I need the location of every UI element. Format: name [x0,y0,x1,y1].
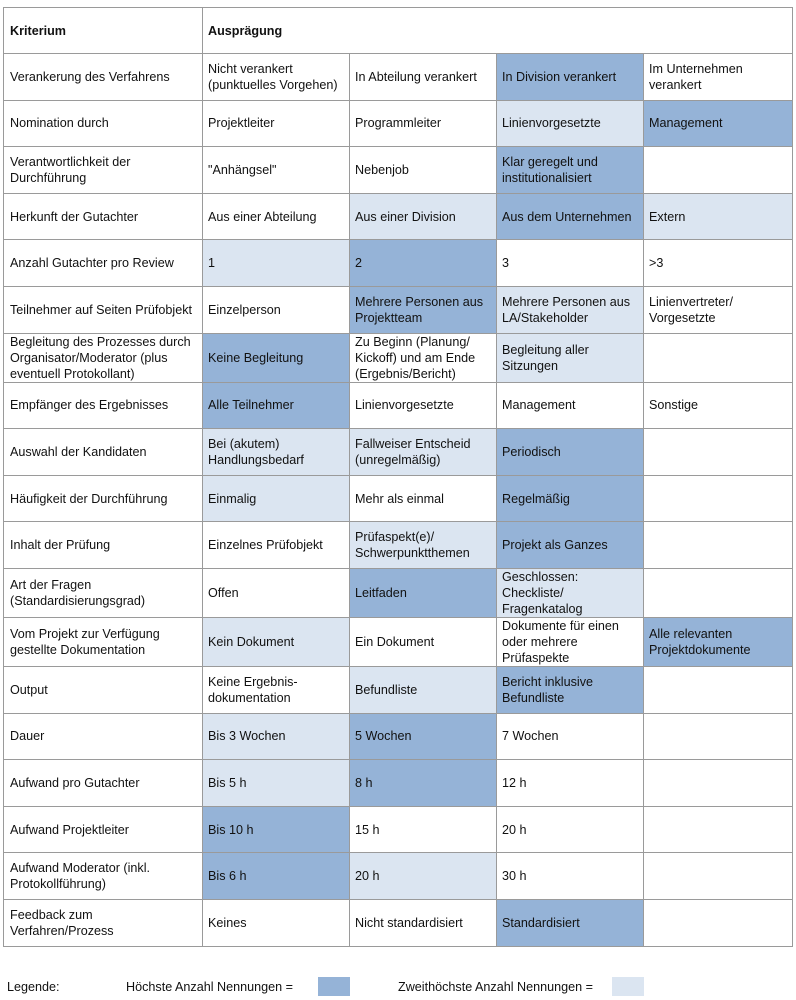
option-cell: Begleitung aller Sitzungen [497,333,644,382]
table-row [4,522,793,569]
option-cell: Dokumente für einen oder mehrere Prüfaspekte [497,617,644,666]
criterion-cell: Auswahl der Kandidaten [4,429,203,476]
option-cell: Zu Beginn (Planung/ Kickoff) und am Ende (Ergebnis/Bericht) [350,333,497,382]
option-cell [644,333,793,382]
legend-highest-swatch [318,977,350,996]
option-cell: 12 h [497,760,644,807]
table-row [4,193,793,240]
option-cell: 8 h [350,760,497,807]
option-cell: Extern [644,193,793,240]
table-row [4,286,793,333]
option-cell: 7 Wochen [497,713,644,760]
option-cell: 2 [350,240,497,287]
option-cell: Management [497,382,644,429]
option-cell: Offen [203,568,350,617]
option-cell: Periodisch [497,429,644,476]
option-cell: >3 [644,240,793,287]
table-row [4,475,793,522]
option-cell: 1 [203,240,350,287]
criterion-cell: Dauer [4,713,203,760]
criterion-cell: Art der Fragen (Standardisierungsgrad) [4,568,203,617]
option-cell: Mehrere Personen aus Projektteam [350,286,497,333]
table-row [4,666,793,713]
table-row [4,240,793,287]
legend-second-label: Zweithöchste Anzahl Nennungen = [398,980,593,994]
option-cell: Im Unternehmen verankert [644,54,793,101]
criterion-cell: Aufwand Projektleiter [4,806,203,853]
criterion-cell: Vom Projekt zur Verfügung gestellte Dokumentation [4,617,203,666]
option-cell [644,475,793,522]
option-cell: Bis 6 h [203,853,350,900]
option-cell: Bei (akutem) Handlungsbedarf [203,429,350,476]
criterion-cell: Empfänger des Ergebnisses [4,382,203,429]
legend [0,977,796,997]
table-row [4,617,793,666]
option-cell: 3 [497,240,644,287]
option-cell: Geschlossen: Checkliste/ Fragenkatalog [497,568,644,617]
table-row [4,899,793,946]
criterion-cell: Verantwortlichkeit der Durchführung [4,147,203,194]
morphology-table [3,7,793,947]
option-cell [644,429,793,476]
option-cell: Kein Dokument [203,617,350,666]
option-cell: 30 h [497,853,644,900]
criterion-cell: Verankerung des Verfahrens [4,54,203,101]
option-cell: Befundliste [350,666,497,713]
legend-label: Legende: [7,980,60,994]
option-cell: Bis 10 h [203,806,350,853]
table-row [4,806,793,853]
option-cell: Regelmäßig [497,475,644,522]
table-row [4,333,793,382]
option-cell: Leitfaden [350,568,497,617]
criterion-cell: Aufwand pro Gutachter [4,760,203,807]
option-cell: Management [644,100,793,147]
option-cell: 5 Wochen [350,713,497,760]
table-row [4,100,793,147]
option-cell [644,899,793,946]
option-cell: Prüfaspekt(e)/ Schwerpunktthemen [350,522,497,569]
option-cell: 20 h [350,853,497,900]
table-row [4,568,793,617]
table-row [4,147,793,194]
option-cell: Mehrere Personen aus LA/Stakeholder [497,286,644,333]
criterion-cell: Teilnehmer auf Seiten Prüfobjekt [4,286,203,333]
option-cell: Programmleiter [350,100,497,147]
option-cell: Fallweiser Entscheid (unregelmäßig) [350,429,497,476]
option-cell: Keine Begleitung [203,333,350,382]
option-cell [644,713,793,760]
option-cell: 15 h [350,806,497,853]
header-row [4,8,793,54]
table-row [4,54,793,101]
option-cell: Aus dem Unternehmen [497,193,644,240]
criterion-cell: Häufigkeit der Durchführung [4,475,203,522]
criterion-cell: Inhalt der Prüfung [4,522,203,569]
option-cell: Nicht standardisiert [350,899,497,946]
option-cell: Klar geregelt und institutionalisiert [497,147,644,194]
option-cell: Ein Dokument [350,617,497,666]
option-cell: Nebenjob [350,147,497,194]
option-cell: Bis 3 Wochen [203,713,350,760]
option-cell: Aus einer Division [350,193,497,240]
header-kriterium: Kriterium [4,8,203,54]
criterion-cell: Nomination durch [4,100,203,147]
option-cell: Linienvorgesetzte [350,382,497,429]
option-cell [644,760,793,807]
option-cell: Einzelperson [203,286,350,333]
option-cell: Keines [203,899,350,946]
option-cell: Keine Ergebnis-dokumentation [203,666,350,713]
option-cell: In Division verankert [497,54,644,101]
criterion-cell: Aufwand Moderator (inkl. Protokollführung) [4,853,203,900]
option-cell [644,147,793,194]
option-cell: In Abteilung verankert [350,54,497,101]
criterion-cell: Herkunft der Gutachter [4,193,203,240]
option-cell: Linienvorgesetzte [497,100,644,147]
legend-second-swatch [612,977,644,996]
option-cell: 20 h [497,806,644,853]
table-body [4,54,793,947]
criterion-cell: Anzahl Gutachter pro Review [4,240,203,287]
criterion-cell: Begleitung des Prozesses durch Organisator/Moderator (plus eventuell Protokollant) [4,333,203,382]
criterion-cell: Output [4,666,203,713]
option-cell [644,853,793,900]
table-row [4,429,793,476]
option-cell: Projekt als Ganzes [497,522,644,569]
option-cell [644,806,793,853]
table-row [4,713,793,760]
table-row [4,382,793,429]
option-cell: Nicht verankert (punktuelles Vorgehen) [203,54,350,101]
legend-highest-label: Höchste Anzahl Nennungen = [126,980,293,994]
option-cell: Einzelnes Prüfobjekt [203,522,350,569]
option-cell: "Anhängsel" [203,147,350,194]
option-cell: Alle relevanten Projektdokumente [644,617,793,666]
option-cell: Bericht inklusive Befundliste [497,666,644,713]
option-cell: Sonstige [644,382,793,429]
option-cell [644,568,793,617]
header-auspraegung: Ausprägung [203,8,793,54]
option-cell: Bis 5 h [203,760,350,807]
option-cell: Alle Teilnehmer [203,382,350,429]
option-cell: Linienvertreter/ Vorgesetzte [644,286,793,333]
table-row [4,853,793,900]
option-cell: Einmalig [203,475,350,522]
option-cell [644,666,793,713]
criterion-cell: Feedback zum Verfahren/Prozess [4,899,203,946]
option-cell: Mehr als einmal [350,475,497,522]
option-cell: Projektleiter [203,100,350,147]
option-cell [644,522,793,569]
option-cell: Aus einer Abteilung [203,193,350,240]
table-row [4,760,793,807]
option-cell: Standardisiert [497,899,644,946]
